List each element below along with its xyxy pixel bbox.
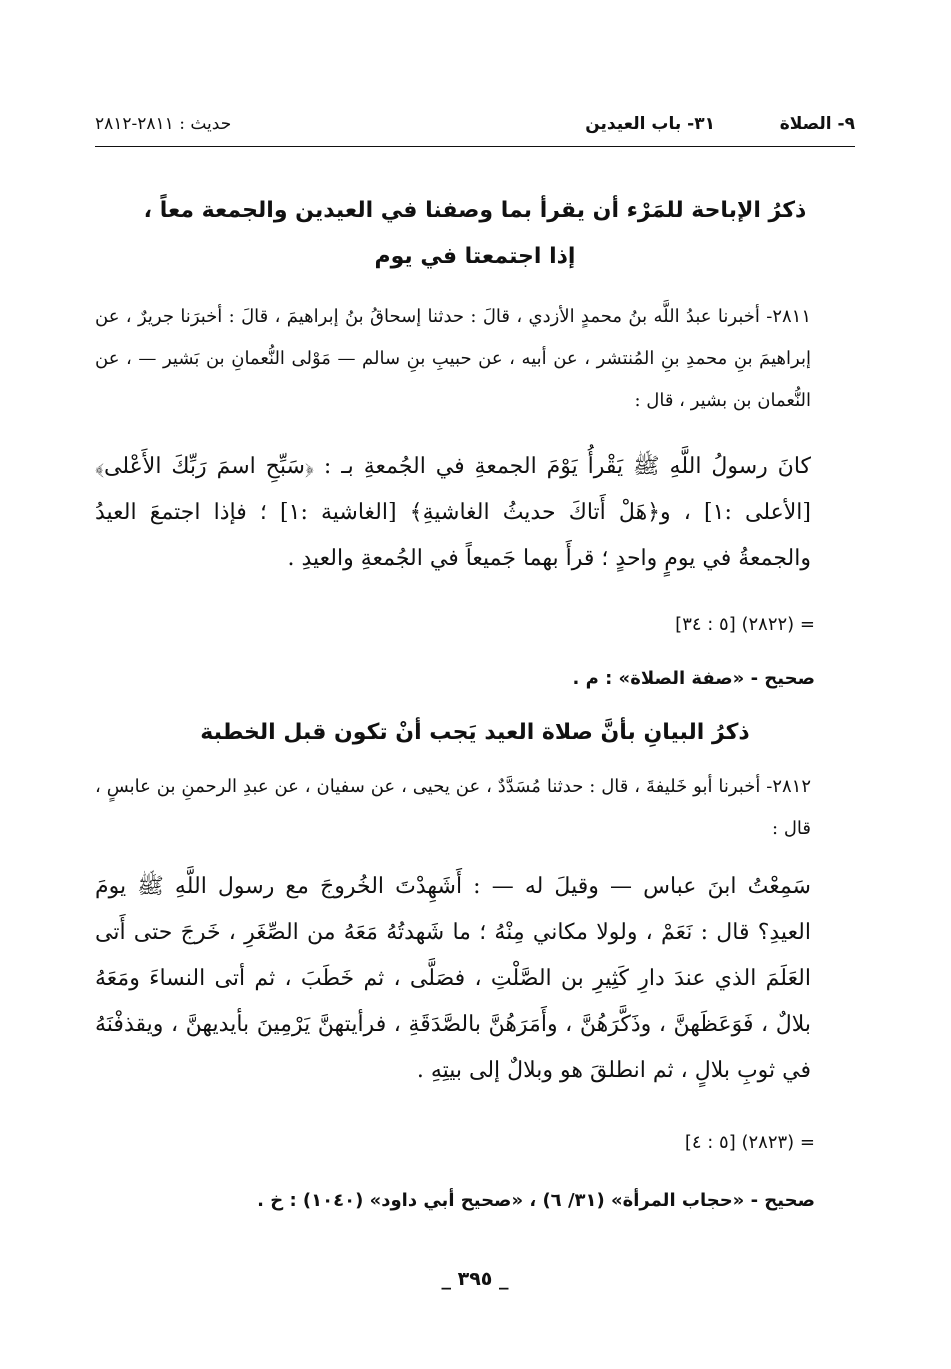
section-heading-2: ذكرُ البيانِ بأنَّ صلاة العيد يَجب أنْ تكون قبل الخطبة bbox=[200, 720, 750, 745]
hadith-2812-matn: سَمِعْتُ ابنَ عباس — وقيلَ له — : أَشَهِدْتَ الخُروجَ مع رسول اللَّهِ ﷺ يومَ العيدِ؟ قال : نَعَمْ ، ولولا مكاني مِنْهُ ؛ ما شَهدتُهُ مَعَهُ من الصِّغَرِ ، خَرجَ حتى أَتى العَلَمَ الذي عندَ دارِ كَثِيرِ بن الصَّلْتِ ، فصَلَّى ، ثم خَطَبَ ، ثم أتى النساءَ ومَعَهُ بلالٌ ، فَوَعَظَهنَّ ، وذَكَّرَهُنَّ ، وأَمَرَهُنَّ بالصَّدَقَةِ ، فرأيتهنَّ يَرْمِينَ بأيديهنَّ ، ويقذفْنَهُ في ثوبِ بلالٍ ، ثم انطلقَ هو وبلالٌ إلى بيتِهِ . bbox=[95, 874, 811, 1083]
running-header bbox=[95, 114, 855, 144]
bab-title: ٣١- باب العيدين bbox=[585, 114, 715, 134]
hadith-2812-grade: صحيح - «حجاب المرأة» (٣١/ ٦) ، «صحيح أبي داود» (١٠٤٠) : خ . bbox=[257, 1190, 815, 1211]
hadith-2811-reference: = (٢٨٢٢) [٥ : ٣٤] bbox=[675, 614, 815, 635]
hadith-2812-reference: = (٢٨٢٣) [٥ : ٤] bbox=[684, 1132, 815, 1153]
hadith-2811-grade: صحيح - «صفة الصلاة» : م . bbox=[572, 668, 815, 689]
book-page bbox=[95, 100, 855, 1300]
section-heading-1: ذكرُ الإباحة للمَرْء أن يقرأ بما وصفنا في العيدين والجمعة معاً ، إذا اجتمعتا في يوم bbox=[143, 198, 807, 269]
chapter-title: ٩- الصلاة bbox=[779, 114, 855, 134]
header-rule bbox=[95, 146, 855, 147]
hadith-range: حديث : ٢٨١١-٢٨١٢ bbox=[95, 114, 232, 134]
hadith-2811-matn: كانَ رسولُ اللَّهِ ﷺ يَقْرأُ يَوْمَ الجمعةِ في الجُمعةِ بـ : ﴿سَبِّحِ اسمَ رَبِّكَ الأَعْلى﴾ [الأعلى :١] ، و﴿هَلْ أَتاكَ حديثُ الغاشيةِ﴾ [الغاشية :١] ؛ فإذا اجتمعَ العيدُ والجمعةُ في يومٍ واحدٍ ؛ قرأَ بهما جَميعاً في الجُمعةِ والعيدِ . bbox=[95, 454, 811, 571]
hadith-2811-isnad: ٢٨١١- أخبرنا عبدُ اللَّه بنُ محمدٍ الأزدي ، قالَ : حدثنا إسحاقُ بنُ إبراهيمَ ، قالَ : أخبرَنا جريرٌ ، عن إبراهيمَ بنِ محمدِ بنِ المُنتشر ، عن أبيه ، عن حبيبِ بنِ سالم — مَوْلى النُّعمانِ بن بَشير — ، عن النُّعمان بن بشير ، قال : bbox=[95, 306, 811, 411]
hadith-2812-isnad: ٢٨١٢- أخبرنا أبو خَليفةَ ، قال : حدثنا مُسَدَّدٌ ، عن يحيى ، عن سفيان ، عن عبدِ الرحمنِ بن عابسٍ ، قال : bbox=[95, 776, 811, 839]
page-number: _ ٣٩٥ _ bbox=[441, 1268, 509, 1290]
